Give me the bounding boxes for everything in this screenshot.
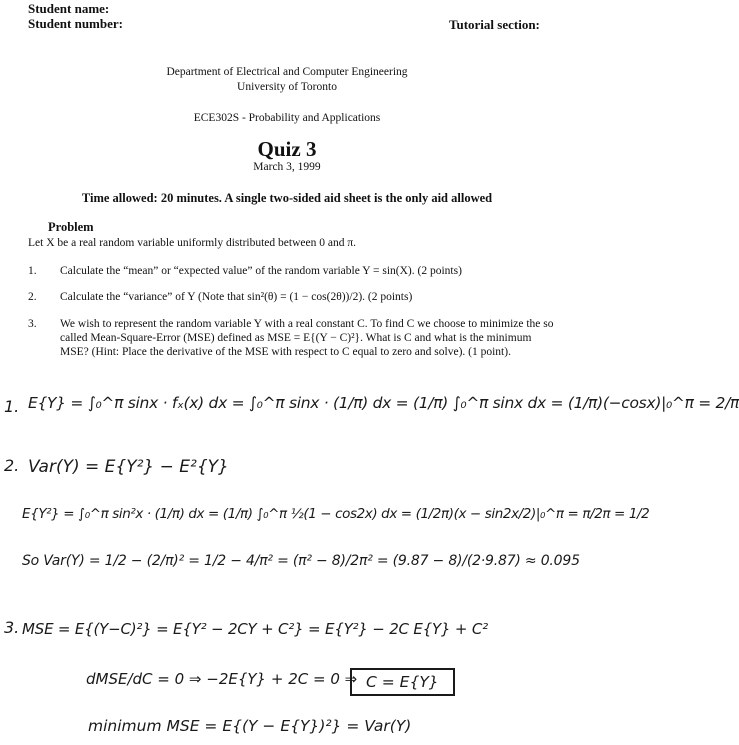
problem-item-text: Calculate the “variance” of Y (Note that sin²(θ) = (1 − cos(2θ))/2). (2 points) bbox=[60, 291, 413, 303]
student-number-label: Student number: bbox=[28, 16, 123, 31]
problem-heading: Problem bbox=[48, 220, 94, 234]
answer-3-number: 3. bbox=[4, 618, 20, 637]
problem-item-number: 3. bbox=[28, 318, 37, 330]
answer-2-line-2: E{Y²} = ∫₀^π sin²x · (1/π) dx = (1/π) ∫₀^π ½(1 − cos2x) dx = (1/2π)(x − sin2x/2)|₀^π = π/2π = 1/2 bbox=[22, 506, 650, 522]
answer-1-number: 1. bbox=[4, 397, 20, 416]
problem-item-text: Calculate the “mean” or “expected value” of the random variable Y = sin(X). (2 points) bbox=[60, 265, 462, 277]
answer-3-line-3: minimum MSE = E{(Y − E{Y})²} = Var(Y) bbox=[88, 717, 412, 735]
answer-1-equation: E{Y} = ∫₀^π sinx · fₓ(x) dx = ∫₀^π sinx · (1/π) dx = (1/π) ∫₀^π sinx dx = (1/π)(−cosx)|₀^π = 2/π bbox=[28, 394, 739, 412]
time-allowed: Time allowed: 20 minutes. A single two-sided aid sheet is the only aid allowed bbox=[81, 191, 493, 205]
quiz-date: March 3, 1999 bbox=[253, 161, 321, 173]
problem-intro: Let X be a real random variable uniformly distributed between 0 and π. bbox=[28, 237, 357, 249]
problem-item-2 bbox=[28, 290, 557, 304]
tutorial-section-label: Tutorial section: bbox=[449, 17, 540, 32]
university-line: University of Toronto bbox=[237, 81, 337, 93]
problem-item-number: 1. bbox=[28, 265, 37, 277]
department-line: Department of Electrical and Computer Engineering bbox=[166, 66, 408, 78]
student-name-label: Student name: bbox=[28, 1, 110, 16]
problem-item-text: We wish to represent the random variable Y with a real constant C. To find C we choose to minimize the so called Mean-Square-Error (MSE) defined as MSE = E{(Y − C)²}. What is C and what is the minimum MSE? (Hint: Place the derivative of the MSE with respect to C equal to zero and solve). (1 point). bbox=[60, 318, 554, 358]
problem-item-number: 2. bbox=[28, 291, 37, 303]
answer-3-line-1: MSE = E{(Y−C)²} = E{Y² − 2CY + C²} = E{Y²} − 2C E{Y} + C² bbox=[22, 620, 488, 638]
course-title: ECE302S - Probability and Applications bbox=[193, 112, 381, 124]
answer-2-line-1: Var(Y) = E{Y²} − E²{Y} bbox=[28, 457, 229, 477]
answer-2-number: 2. bbox=[4, 456, 20, 475]
answer-3-boxed-result: C = E{Y} bbox=[350, 668, 455, 696]
problem-item-1 bbox=[28, 264, 557, 278]
problem-item-3 bbox=[28, 317, 557, 359]
answer-2-line-3: So Var(Y) = 1/2 − (2/π)² = 1/2 − 4/π² = (π² − 8)/2π² = (9.87 − 8)/(2·9.87) ≈ 0.095 bbox=[22, 553, 580, 569]
quiz-title: Quiz 3 bbox=[257, 137, 317, 161]
answer-3-line-2: dMSE/dC = 0 ⇒ −2E{Y} + 2C = 0 ⇒ bbox=[86, 670, 358, 688]
